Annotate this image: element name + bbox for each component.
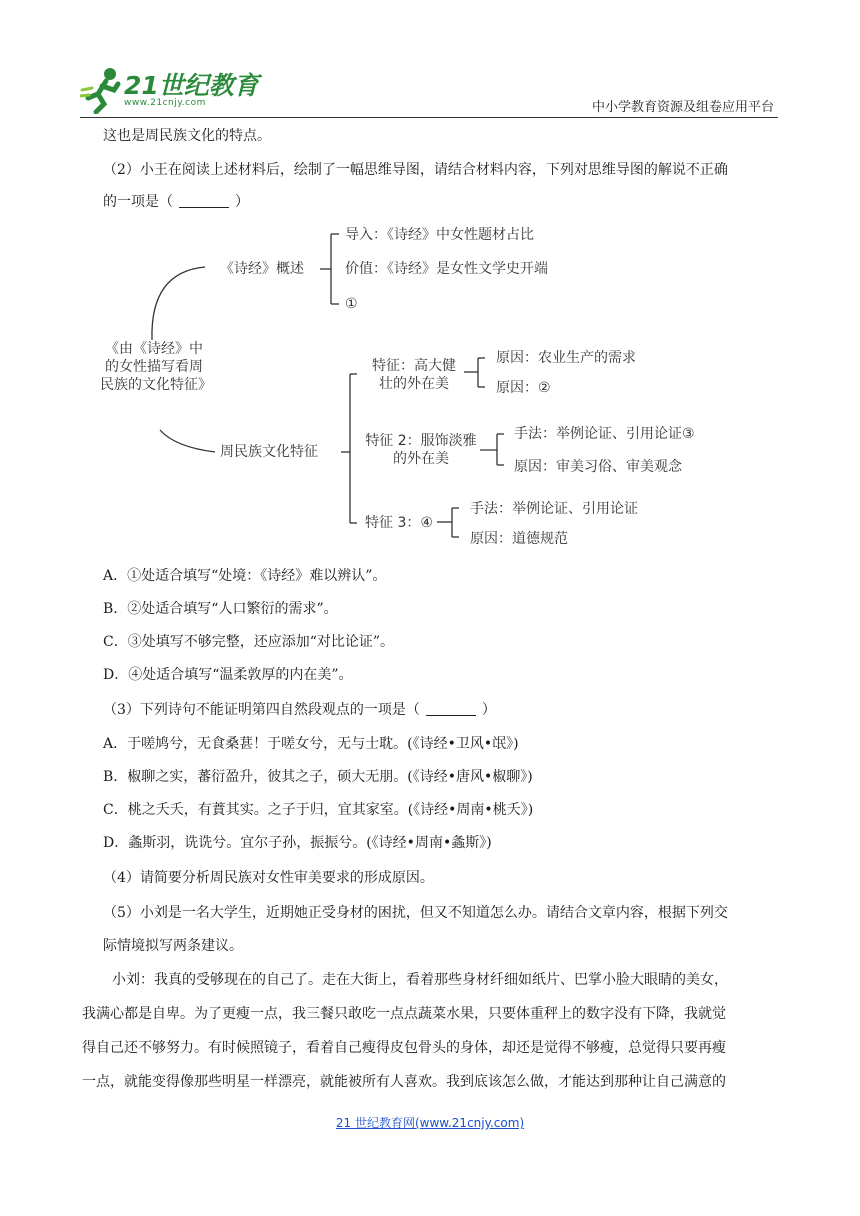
q3-suffix: ）	[481, 702, 496, 718]
q3-prefix: （3）下列诗句不能证明第四自然段观点的一项是（	[103, 702, 420, 718]
runner-logo-icon	[80, 64, 124, 114]
node-feature-3-method: 手法：举例论证、引用论证	[470, 501, 638, 517]
node-feature-2-method: 手法：举例论证、引用论证③	[514, 426, 695, 442]
mind-map	[0, 212, 860, 557]
q5-line1: （5）小刘是一名大学生，近期她正受身材的困扰，但又不知道怎么办。请结合文章内容，根据下列交	[103, 905, 728, 921]
q2-text-line2	[103, 192, 249, 212]
node-feature-1-reason-2: 原因：②	[496, 380, 551, 396]
page-header	[0, 0, 860, 120]
logo-text: 21世纪教育	[124, 71, 259, 100]
scenario-line-3: 得自己还不够努力。有时候照镜子，看着自己瘦得皮包骨头的身体，却还是觉得不够瘦，总觉得只要再瘦	[82, 1040, 726, 1056]
site-logo[interactable]	[80, 64, 260, 116]
node-feature-3-reason: 原因：道德规范	[470, 531, 568, 547]
q2-option-c: C．③处填写不够完整，还应添加“对比论证”。	[103, 634, 395, 650]
header-divider	[80, 117, 778, 118]
scenario-line-1: 小刘：我真的受够现在的自己了。走在大街上，看着那些身材纤细如纸片、巴掌小脸大眼睛的美女，	[112, 972, 728, 988]
mind-map-root: 《由《诗经》中的女性描写看周民族的文化特征》	[100, 341, 212, 393]
answer-blank[interactable]	[179, 193, 229, 208]
answer-blank[interactable]	[426, 701, 476, 716]
scenario-line-4: 一点，就能变得像那些明星一样漂亮，就能被所有人喜欢。我到底该怎么做，才能达到那种让自己满意的	[82, 1074, 726, 1090]
q5-line2: 际情境拟写两条建议。	[103, 938, 243, 954]
intro-line: 这也是周民族文化的特点。	[103, 128, 271, 144]
node-value: 价值：《诗经》是女性文学史开端	[345, 261, 548, 277]
footer-link[interactable]: 21 世纪教育网(www.21cnjy.com)	[335, 1116, 525, 1130]
platform-name: 中小学教育资源及组卷应用平台	[591, 100, 774, 115]
node-intro: 导入：《诗经》中女性题材占比	[345, 227, 534, 243]
q4-question: （4）请简要分析周民族对女性审美要求的形成原因。	[103, 870, 434, 886]
node-overview: 《诗经》概述	[220, 261, 304, 277]
q2-option-d: D．④处适合填写“温柔敦厚的内在美”。	[103, 667, 353, 683]
q2-option-b: B．②处适合填写“人口繁衍的需求”。	[103, 601, 338, 617]
node-feature-1-reason-1: 原因：农业生产的需求	[496, 350, 636, 366]
node-feature-2: 特征 2：服饰淡雅的外在美	[365, 433, 477, 467]
q3-option-d: D．螽斯羽，诜诜兮。宜尔子孙，振振兮。(《诗经•周南•螽斯》)	[103, 835, 492, 851]
q3-option-c: C．桃之夭夭，有蕡其实。之子于归，宜其家室。(《诗经•周南•桃夭》)	[103, 802, 534, 818]
q2-text-line1: （2）小王在阅读上述材料后，绘制了一幅思维导图，请结合材料内容，下列对思维导图的解说不正确	[103, 162, 728, 178]
q2-prefix: 的一项是（	[103, 194, 173, 210]
node-culture: 周民族文化特征	[220, 444, 318, 460]
q3-option-a: A．于嗟鸠兮，无食桑葚！于嗟女兮，无与士耽。(《诗经•卫风•氓》)	[103, 736, 519, 752]
q3-question	[103, 700, 496, 720]
node-feature-2-reason: 原因：审美习俗、审美观念	[514, 459, 682, 475]
logo-url: www.21cnjy.com	[124, 98, 206, 108]
node-feature-1: 特征：高大健壮的外在美	[372, 358, 456, 392]
scenario-line-2: 我满心都是自卑。为了更瘦一点，我三餐只敢吃一点点蔬菜水果，只要体重秤上的数字没有下降，我就觉	[82, 1006, 726, 1022]
node-feature-3: 特征 3：④	[365, 515, 433, 531]
node-blank-1: ①	[345, 296, 358, 312]
q2-suffix: ）	[235, 194, 249, 210]
q2-option-a: A．①处适合填写“处境：《诗经》难以辨认”。	[103, 568, 387, 584]
q3-option-b: B．椒聊之实，蕃衍盈升，彼其之子，硕大无朋。(《诗经•唐风•椒聊》)	[103, 769, 533, 785]
